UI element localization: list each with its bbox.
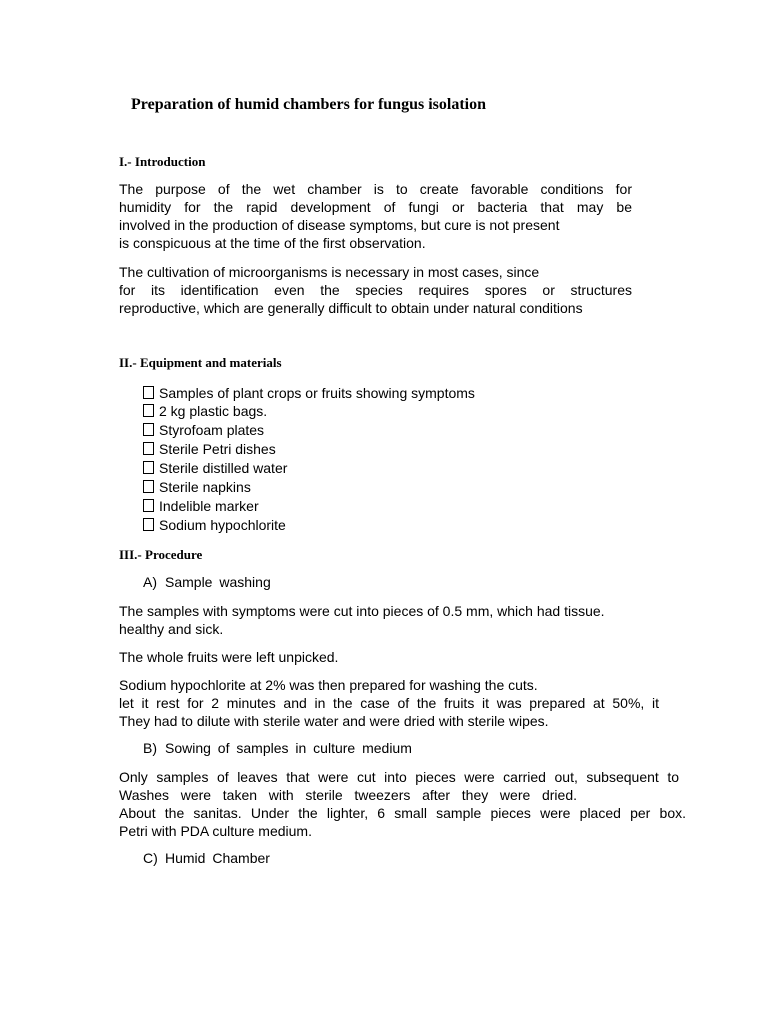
text-line: Petri with PDA culture medium. xyxy=(119,823,312,839)
text-line: The purpose of the wet chamber is to create favorable conditions for xyxy=(119,181,632,197)
list-item xyxy=(143,402,267,420)
section-heading-introduction: I.- Introduction xyxy=(119,154,206,169)
text-line: for its identification even the species requires spores or structures xyxy=(119,282,632,298)
subheading-letter: C) xyxy=(143,850,158,866)
list-item-label: Sterile distilled water xyxy=(159,460,288,476)
text-line: Only samples of leaves that were cut into pieces were carried out, subsequent to xyxy=(119,769,679,785)
section-heading-procedure: III.- Procedure xyxy=(119,547,203,562)
text-line: is conspicuous at the time of the first observation. xyxy=(119,235,426,251)
checkbox-icon xyxy=(143,423,154,436)
subheading-title: Sample washing xyxy=(165,574,271,590)
checkbox-icon xyxy=(143,518,154,531)
checkbox-icon xyxy=(143,480,154,493)
section-heading-equipment: II.- Equipment and materials xyxy=(119,355,282,370)
text-line: About the sanitas. Under the lighter, 6 small sample pieces were placed per box. xyxy=(119,805,686,821)
text-line: Washes were taken with sterile tweezers after they were dried. xyxy=(119,787,577,803)
list-item xyxy=(143,440,276,458)
text-line: healthy and sick. xyxy=(119,621,224,637)
subheading-letter: B) xyxy=(143,740,157,756)
subheading-sample-washing xyxy=(143,574,271,590)
list-item xyxy=(143,478,251,496)
subheading-title: Sowing of samples in culture medium xyxy=(165,740,412,756)
checkbox-icon xyxy=(143,442,154,455)
list-item-label: Sterile Petri dishes xyxy=(159,441,276,457)
list-item xyxy=(143,421,264,439)
list-item-label: Sterile napkins xyxy=(159,479,251,495)
list-item-label: Samples of plant crops or fruits showing symptoms xyxy=(159,385,475,401)
text-line: They had to dilute with sterile water and were dried with sterile wipes. xyxy=(119,713,549,729)
list-item xyxy=(143,384,475,402)
checkbox-icon xyxy=(143,461,154,474)
text-line: involved in the production of disease symptoms, but cure is not present xyxy=(119,217,560,233)
subheading-sowing-samples xyxy=(143,740,412,756)
text-line: humidity for the rapid development of fungi or bacteria that may be xyxy=(119,199,632,215)
text-line: The samples with symptoms were cut into pieces of 0.5 mm, which had tissue. xyxy=(119,603,605,619)
page-title: Preparation of humid chambers for fungus isolation xyxy=(131,96,486,113)
text-line: reproductive, which are generally difficult to obtain under natural conditions xyxy=(119,300,583,316)
subheading-title: Humid Chamber xyxy=(165,850,270,866)
list-item xyxy=(143,459,287,477)
text-line: let it rest for 2 minutes and in the case of the fruits it was prepared at 50%, it xyxy=(119,695,659,711)
list-item-label: Sodium hypochlorite xyxy=(159,517,286,533)
procedure-a-paragraph-2: The whole fruits were left unpicked. xyxy=(119,649,339,665)
checkbox-icon xyxy=(143,499,154,512)
list-item xyxy=(143,497,259,515)
subheading-letter: A) xyxy=(143,574,157,590)
list-item xyxy=(143,516,286,534)
subheading-humid-chamber xyxy=(143,850,270,866)
checkbox-icon xyxy=(143,386,154,399)
list-item-label: Styrofoam plates xyxy=(159,422,265,438)
list-item-label: Indelible marker xyxy=(159,498,259,514)
list-item-label: 2 kg plastic bags. xyxy=(159,403,268,419)
checkbox-icon xyxy=(143,404,154,417)
text-line: The cultivation of microorganisms is necessary in most cases, since xyxy=(119,264,540,280)
text-line: Sodium hypochlorite at 2% was then prepared for washing the cuts. xyxy=(119,677,538,693)
